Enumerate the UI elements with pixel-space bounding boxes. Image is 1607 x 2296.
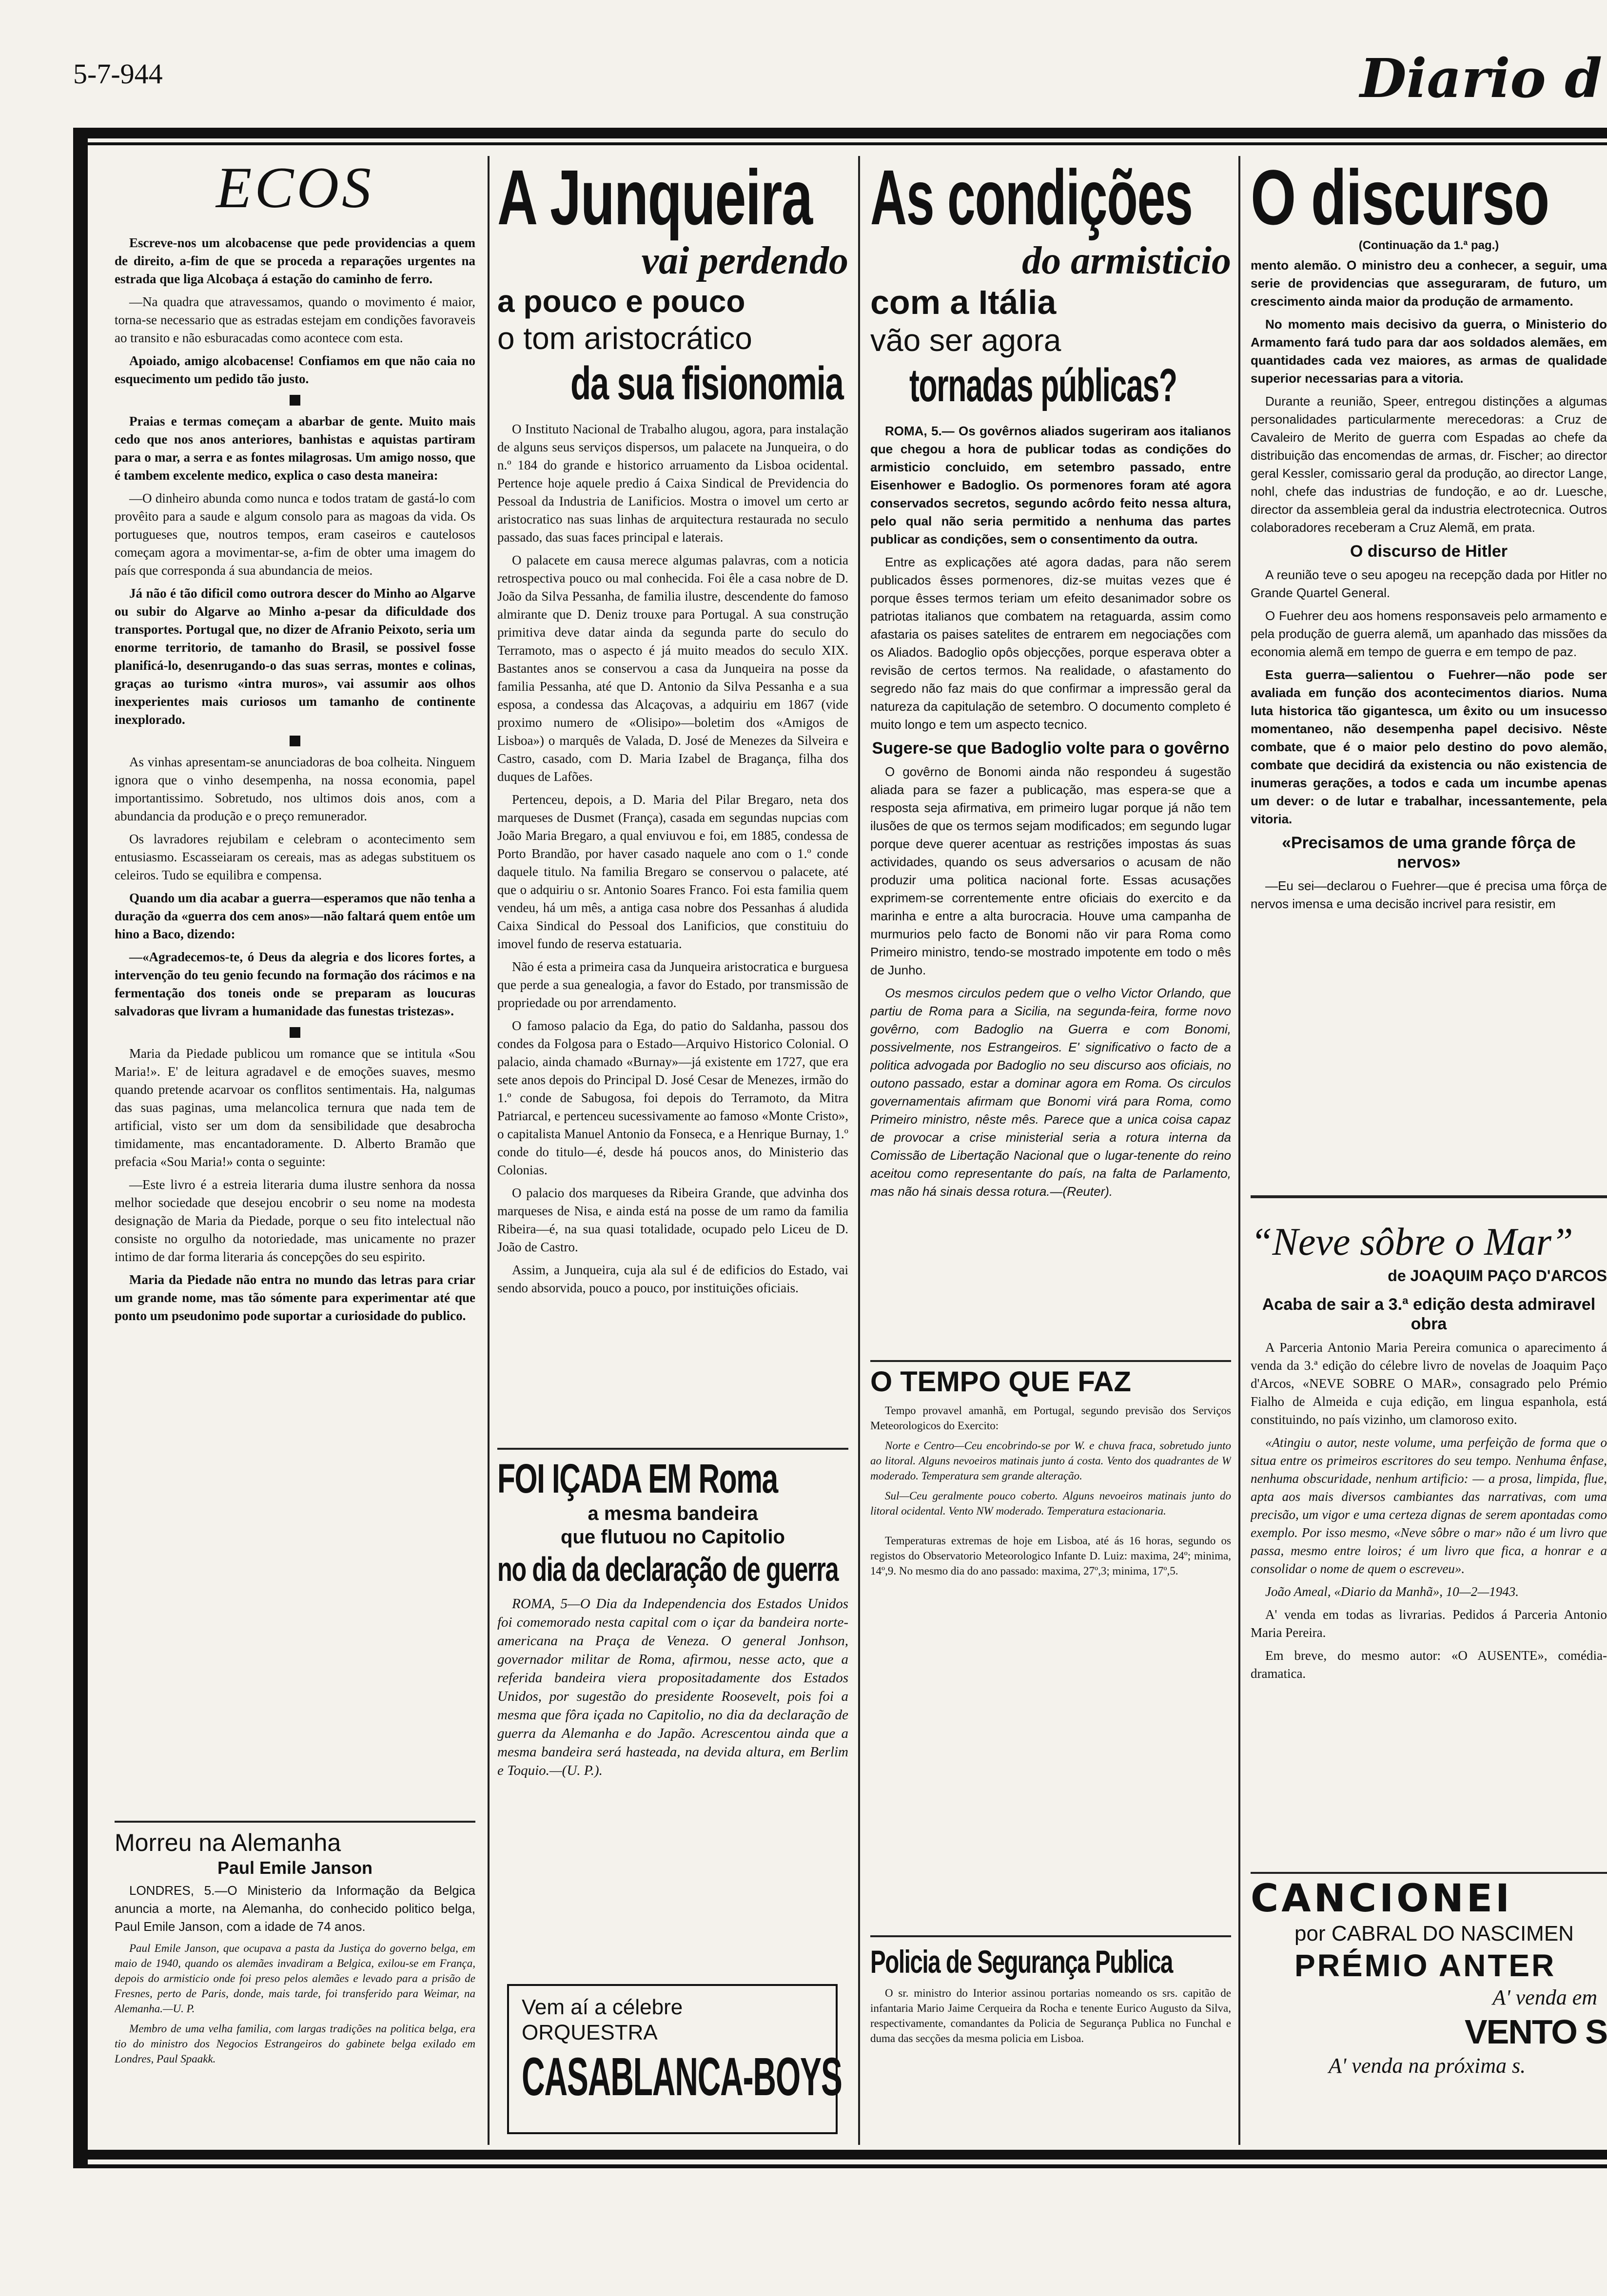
ecos-title: ECOS [216, 156, 374, 220]
neve-paragraph: «Atingiu o autor, neste volume, uma perfeição de forma que o situa entre os primeiros escritores do seu tempo. Nenhuma ênfase, nenhuma obscuridade, nenhum artificio: — a prosa, limpida, flue, apta aos mais diversos cambiantes das narrativas, com uma precisão, um vigor e uma certeza dignas de serem apontadas como exemplo. Por isso mesmo, «Neve sôbre o mar» não é um livro que passa, mesmo entre loiros; é um livro que fica, a honrar e a consolidar o nome de quem o escreveu». [1251, 1435, 1607, 1576]
neve-paragraph: A' venda em todas as livrarias. Pedidos á Parceria Antonio Maria Pereira. [1251, 1607, 1607, 1640]
condicoes-deck: tornadas públicas? [909, 359, 1177, 411]
column-separator [1238, 156, 1240, 2145]
ecos-paragraph: Maria da Piedade publicou um romance que se intitula «Sou Maria!». E' de leitura agradavel e de emoções suaves, mesmo quando pretende acarvoar os conflitos sentimentais. Ha, nalgumas das suas paginas, uma melancolica ternura que nada tem de artificial, visto ser um dom da sensibilidade que desabrocha timidamente, mas encantadoramente. D. Alberto Bramão que prefacia «Sou Maria!» conta o seguinte: [115, 1046, 475, 1169]
neve-author: de JOAQUIM PAÇO D'ARCOS [1388, 1267, 1607, 1284]
tempo-title: O TEMPO QUE FAZ [870, 1366, 1131, 1398]
ecos-paragraph: Os lavradores rejubilam e celebram o acontecimento sem entusiasmo. Escasseiaram os cereais, mas as adegas substituem os celeiros. Tudo se equilibra e compensa. [115, 832, 475, 882]
foi-deck: que flutuou no Capitolio [561, 1526, 785, 1548]
condicoes-deck: com a Itália [870, 283, 1057, 321]
junqueira-deck: a pouco e pouco [497, 284, 745, 319]
issue-date: 5-7-944 [73, 58, 163, 90]
ecos-paragraph: Maria da Piedade não entra no mundo das letras para criar um grande nome, mas tão sómente para experimentar até que ponto um pseudonimo pode suportar a curiosidade do publico. [115, 1272, 475, 1323]
ad-line: PRÉMIO ANTER [1294, 1948, 1556, 1983]
policia-paragraph: O sr. ministro do Interior assinou portarias nomeando os srs. capitão de infantaria Mario Jaime Cerqueira da Rocha e tenente Eurico Augusto da Silva, respectivamente, comandantes da Policia de Segurança Publica no Funchal e duma das secções da mesma policia em Lisboa. [870, 1987, 1231, 2044]
ecos-paragraph: Apoiado, amigo alcobacense! Confiamos em que não caia no esquecimento um pedido tão justo. [115, 353, 475, 386]
morreu-paragraph: LONDRES, 5.—O Ministerio da Informação da Belgica anuncia a morte, na Alemanha, do conhecido politico belga, Paul Emile Janson, com a idade de 74 anos. [115, 1883, 475, 1934]
divider [115, 1821, 475, 1823]
junqueira-paragraph: O famoso palacio da Ega, do patio do Saldanha, passou dos condes da Folgosa para o Estado—Arquivo Historico Colonial. O palacio, ainda chamado «Burnay»—já existente em 1727, que era sete anos depois do Principal D. José Cesar de Menezes, irmão do 1.º conde de Sabugosa, foi depois do Terramoto, da Mitra Patriarcal, e pertenceu sucessivamente ao famoso «Monte Cristo», o capitalista Manuel Antonio da Fonseca, e a Henrique Burnay, 1.º conde do titulo—é, desde há poucos anos, do Ministerio das Colonias. [497, 1018, 848, 1177]
bottom-rule [73, 2150, 1607, 2160]
neve-article [1251, 1219, 1607, 1867]
tempo-article [870, 1365, 1231, 1940]
discurso-paragraph: Esta guerra—salientou o Fuehrer—não pode ser avaliada em função dos acontecimentos diarios. Numa luta historica tão gigantesca, um êxito ou um insucesso momentaneo, não desempenha papel decisivo. Nêste combate, que é o maior pelo destino do povo alemão, combate que decidirá da existencia ou não existencia de inumeras gerações, a todos e cada um incumbe apenas um dever: o de lutar e trabalhar, incessantemente, pela vitoria. [1251, 667, 1607, 826]
discurso-paragraph: No momento mais decisivo da guerra, o Ministerio do Armamento fará tudo para dar aos soldados alemães, em quantidades cada vez maiores, as armas de qualidade superior necessarias para a vitoria. [1251, 317, 1607, 386]
ecos-paragraph: —O dinheiro abunda como nunca e todos tratam de gastá-lo com provêito para a saude e algum consolo para as magoas da vida. Os portugueses que, noutros tempos, eram caseiros e cautelosos começam agora a movimentar-se, a-fim de obter uma imagem do país que corresponda á sua abundancia de meios. [115, 491, 475, 578]
condicoes-headline: As condições [870, 156, 1193, 241]
discurso-subhead: O discurso de Hitler [1350, 542, 1508, 561]
foi-deck: no dia da declaração de guerra [497, 1550, 839, 1588]
column-separator [488, 156, 490, 2145]
condicoes-deck: vão ser agora [870, 323, 1061, 358]
divider [497, 1448, 848, 1450]
divider [1251, 1195, 1607, 1198]
junqueira-paragraph: Assim, a Junqueira, cuja ala sul é de edificios do Estado, vai sendo absorvida, pouco a pouco, por instituições oficiais. [497, 1263, 848, 1295]
masthead: Diario d [1360, 47, 1602, 110]
ad-headline: CASABLANCA-BOYS [522, 2047, 842, 2107]
discurso-paragraph: A reunião teve o seu apogeu na recepção dada por Hitler no Grande Quartel General. [1251, 567, 1607, 600]
ecos-paragraph: Já não é tão dificil como outrora descer do Minho ao Algarve ou subir do Algarve ao Minho a-pesar da dificuldade dos transportes. Portugal que, no dizer de Afranio Peixoto, seria um enorme territorio, de tamanho do Brasil, se possivel fosse planificá-lo, desenrugando-o das suas serras, montes e colinas, graças ao turismo «intra muros», vai assumir aos olhos inexperientes mais curiosos um tamanho de continente inexplorado. [115, 586, 475, 727]
condicoes-paragraph: Entre as explicações até agora dadas, para não serem publicados êsses pormenores, diz-se muitas vezes que é porque êsses termos teriam um efeito desanimador sobre os patriotas italianos que combatem na retaguarda, assim como afastaria os paises satelites de entrarem em negociações com os Aliados. Badoglio opôs objecções, porque esperava obter a revisão de certos termos. Na realidade, o afastamento do segredo não faz mais do que confirmar a impressão geral da natureza da capitulação de setembro. O documento completo é muito longo e tem um aspecto tecnico. [870, 555, 1231, 732]
condicoes-article [870, 156, 1231, 1355]
junqueira-headline: A Junqueira [497, 156, 812, 241]
top-rule-thin [73, 142, 1607, 145]
junqueira-paragraph: O Instituto Nacional de Trabalho alugou, agora, para instalação de alguns seus serviços dispersos, um palacete na Junqueira, o do n.º 184 do grande e historico arruamento da Lisboa ocidental. Pertence hoje aquele predio á Caixa Sindical de Previdencia do Pessoal da Industria de Lanificios. Mostra o imovel um certo ar aristocratico nas suas linhas de arquitectura restaurada no seculo passado, das suas faces principal e laterais. [497, 422, 848, 545]
junqueira-paragraph: Pertenceu, depois, a D. Maria del Pilar Bregaro, neta dos marqueses de Dusmet (França), casada em segundas nupcias com João Maria Bregaro, a qual enviuvou e foi, em 1885, condessa de Porto Brandão, por haver casado naquele ano com o 1.º conde daquele titulo. Na familia Bregaro se conservou o palacete, até que o adquiriu o sr. Antonio Soares Franco. Foi esta familia quem vendeu, há um mês, a antiga casa nobre dos Pessanhas á aludida Caixa Sindical do Pessoal dos Lanificios, que constituiu do imovel fundo de reserva estatuaria. [497, 792, 848, 951]
junqueira-paragraph: Não é esta a primeira casa da Junqueira aristocratica e burguesa que perde a sua genealogia, a favor do Estado, por transmissão de propriedade ou por arrendamento. [497, 959, 848, 1010]
policia-title: Policia de Segurança Publica [870, 1944, 1173, 1980]
casablanca-ad [507, 1984, 842, 2134]
junqueira-article [497, 156, 848, 1443]
section-square-icon [290, 1027, 300, 1038]
junqueira-paragraph: O palacio dos marqueses da Ribeira Grande, que advinha dos marqueses de Nisa, e ainda está na posse de um ramo da familia Ribeira—é, na sua quasi totalidade, ocupado pelo Liceu de D. João de Castro. [497, 1186, 848, 1254]
morreu-paragraph: Membro de uma velha familia, com largas tradições na politica belga, era tio do ministro dos Negocios Estrangeiros do gabinete belga exilado em Londres, Paul Spaakk. [115, 2023, 475, 2065]
neve-paragraph: João Ameal, «Diario da Manhã», 10—2—1943. [1265, 1584, 1519, 1599]
ad-headline: CANCIONEI [1251, 1877, 1513, 1921]
divider [1251, 1872, 1607, 1874]
condicoes-deck: do armisticio [1022, 239, 1231, 282]
divider [870, 1935, 1231, 1937]
ad-line: A' venda na próxima s. [1329, 2054, 1526, 2078]
discurso-paragraph: O Fuehrer deu aos homens responsaveis pelo armamento e pela produção de guerra alemã, um apanhado das missões da economia alemã em tempo de guerra e em tempo de paz. [1251, 608, 1607, 659]
policia-article [870, 1943, 1231, 2142]
ecos-paragraph: Escreve-nos um alcobacense que pede providencias a quem de direito, a-fim de que se proceda a reparações urgentes na estrada que liga Alcobaça á estação do caminho de ferro. [115, 235, 475, 286]
condicoes-paragraph: ROMA, 5.— Os govêrnos aliados sugeriram aos italianos que chegou a hora de publicar todas as condições do armisticio concluido, em setembro passado, entre Eisenhower e Badoglio. Os pormenores foram até agora conservados secretos, segundo acôrdo feito nessa altura, pelo qual não seria permitido a nenhuma das partes publicar as condições, sem o consentimento da outra. [870, 424, 1231, 546]
foi-deck: a mesma bandeira [588, 1503, 758, 1524]
neve-title: “Neve sôbre o Mar” [1251, 1221, 1573, 1264]
foi-article [497, 1455, 848, 1991]
morreu-title: Morreu na Alemanha [115, 1829, 341, 1856]
discurso-headline: O discurso [1251, 156, 1549, 241]
morreu-subtitle: Paul Emile Janson [217, 1858, 373, 1878]
discurso-subhead: «Precisamos de uma grande fôrça de nervos» [1282, 834, 1576, 872]
tempo-paragraph: Sul—Ceu geralmente pouco coberto. Alguns nevoeiros matinais junto do litoral ocidental. Vento NW moderado. Temperatura estacionaria. [870, 1490, 1231, 1517]
ecos-paragraph: As vinhas apresentam-se anunciadoras de boa colheita. Ninguem ignora que o vinho desempenha, na nossa economia, papel importantissimo. Sobretudo, nos ultimos dois anos, com a abundancia da produção e o preço remunerador. [115, 755, 475, 823]
foi-paragraph: ROMA, 5—O Dia da Independencia dos Estados Unidos foi comemorado nesta capital com o içar da bandeira norte-americana na Praça de Veneza. O general Jonhson, governador militar de Roma, afirmou, nesse acto, que a referida bandeira viera propositadamente dos Estados Unidos, por sugestão do presidente Roosevelt, pois foi a mesma que fôra içada no Capitolio, no dia da declaração de guerra da Alemanha e do Japão. Acrescentou ainda que a mesma bandeira será hasteada, na devida altura, em Berlim e Toquio.—(U. P.). [497, 1596, 848, 1778]
ecos-paragraph: —«Agradecemos-te, ó Deus da alegria e dos licores fortes, a intervenção do teu genio fecundo na formação dos rácimos e na fermentação dos toneis onde se preparam as loucuras salvadoras que livram a humanidade das funestas tristezas». [115, 950, 475, 1018]
neve-paragraph: A Parceria Antonio Maria Pereira comunica o aparecimento á venda da 3.ª edição do célebre livro de novelas de Joaquim Paço d'Arcos, «NEVE SOBRE O MAR», consagrado pelo Prémio Fialho de Almeida e cuja edição, em lingua espanhola, está constituindo, no país vizinho, um clamoroso exito. [1251, 1340, 1607, 1427]
discurso-paragraph: mento alemão. O ministro deu a conhecer, a seguir, uma serie de providencias que asseguraram, de futuro, um crescimento ainda maior da produção de armamento. [1251, 258, 1607, 309]
neve-paragraph: Em breve, do mesmo autor: «O AUSENTE», comédia-dramatica. [1251, 1648, 1607, 1681]
ecos-paragraph: —Na quadra que atravessamos, quando o movimento é maior, torna-se necessario que as estradas estejam em condições favoraveis ao transito e não esburacadas como acontece com esta. [115, 294, 475, 345]
ecos-column [115, 156, 475, 1833]
tempo-paragraph: Norte e Centro—Ceu encobrindo-se por W. e chuva fraca, sobretudo junto ao litoral. Alguns nevoeiros matinais junto á costa. Vento dos quadrantes de W moderado. Temperatura sem grande alteração. [870, 1440, 1231, 1482]
morreu-article [115, 1828, 475, 2145]
junqueira-deck: da sua fisionomia [570, 357, 843, 409]
divider [870, 1360, 1231, 1362]
junqueira-paragraph: O palacete em causa merece algumas palavras, com a noticia retrospectiva pouco ou mal conhecida. Foi êle a casa nobre de D. João da Silva Pessanha, de familia ilustre, descendente do famoso almirante que D. Deniz trouxe para Portugal. A sua construção primitiva deve datar ainda da segunda parte do seculo do Terramoto, mas o aspecto é já muito meados do seculo XIX. Bastantes anos se conservou a casa da Junqueira na posse da familia Pessanha, até que D. Antonio da Silva Pessanha e a sua esposa, a condessa das Alcaçovas, a adquiriu em 1867 (vide proximo numero de «Olisipo»—boletim dos «Amigos de Lisboa») o marquês de Valada, D. José de Menezes da Silveira e Castro, casado, com D. Maria Izabel de Bragança, filha dos duques de Lafões. [497, 553, 848, 784]
ad-line: ORQUESTRA [522, 2021, 658, 2044]
cancioneiro-ad [1251, 1877, 1607, 2145]
ecos-paragraph: Quando um dia acabar a guerra—esperamos que não tenha a duração da «guerra dos cem anos»—não faltará quem entôe um hino a Baco, dizendo: [115, 891, 475, 941]
discurso-article [1251, 156, 1607, 1189]
junqueira-deck: vai perdendo [641, 239, 848, 282]
discurso-continuation: (Continuação da 1.ª pag.) [1358, 239, 1499, 252]
section-square-icon [290, 395, 300, 406]
foi-headline: FOI IÇADA EM Roma [497, 1456, 778, 1501]
discurso-paragraph: —Eu sei—declarou o Fuehrer—que é precisa uma fôrça de nervos imensa e uma decisão incrivel para resistir, em [1251, 878, 1607, 911]
neve-subhead: Acaba de sair a 3.ª edição desta admiravel obra [1262, 1295, 1596, 1333]
ad-line: por CABRAL DO NASCIMEN [1294, 1922, 1574, 1946]
bottom-rule-thin [73, 2164, 1607, 2168]
morreu-paragraph: Paul Emile Janson, que ocupava a pasta da Justiça do governo belga, em maio de 1940, quando os alemães invadiram a Belgica, exilou-se em França, depois do armisticio onde foi preso pelos alemães e levado para a prisão de Fresnes, perto de Paris, donde, mais tarde, foi transferido para Weimar, na Alemanha.—U. P. [115, 1942, 475, 2015]
top-rule [73, 128, 1607, 138]
condicoes-paragraph: Os mesmos circulos pedem que o velho Victor Orlando, que partiu de Roma para a Sicilia, na segunda-feira, forme novo govêrno, com Badoglio na Guerra e com Bonomi, possivelmente, nos Estrangeiros. E' significativo o facto de a politica advogada por Badoglio no seu discurso aos oficiais, no outono passado, estar a dominar agora em Roma. Os circulos governamentais afirmam que Bonomi virá para Roma, como Primeiro ministro, nêste mês. Parece que a unica coisa capaz de provocar a crise ministerial seria a rotura interna da Comissão de Libertação Nacional que o lugar-tenente do reino aceitou como representante do país, na falta de Parlamento, mas não há sinais dessa rotura.—(Reuter). [870, 986, 1231, 1199]
ad-line: Vem aí a célebre [522, 1995, 683, 2019]
ecos-paragraph: —Este livro é a estreia literaria duma ilustre senhora da nossa melhor sociedade que desejou encobrir o seu nome na modesta designação de Maria da Piedade, porque o seu fito intelectual não consiste no orgulho da notoriedade, mas unicamente no prazer intimo de dar forma literaria ás concepções do seu espirito. [115, 1177, 475, 1264]
section-square-icon [290, 736, 300, 746]
tempo-paragraph: Temperaturas extremas de hoje em Lisboa, até ás 16 horas, segundo os registos do Observatorio Meteorologico Infante D. Luiz: maxima, 24º; minima, 14º,9. No mesmo dia do ano passado: maxima, 27º,3; minima, 17º,5. [870, 1535, 1231, 1577]
discurso-paragraph: Durante a reunião, Speer, entregou distinções a algumas personalidades particularmente merecedoras: a Cruz de Cavaleiro de Merito de guerra com Espadas ao chefe da distribuição das encomendas de armas, dr. Fischer; ao director geral Kessler, comissario geral da produção, ao director Lange, nohl, chefe das industrias de fundoção, e ao dr. Luesche, director da assembleia geral da industria electrotecnica. Outros colaboradores receberam a Cruz Alemã, em prata. [1251, 394, 1607, 535]
ad-line: A' venda em [1492, 1985, 1597, 2009]
left-rule [73, 128, 88, 2168]
ad-line: VENTO S [1464, 2013, 1607, 2051]
tempo-paragraph: Tempo provavel amanhã, em Portugal, segundo previsão dos Serviços Meteorologicos do Exercito: [870, 1404, 1231, 1432]
condicoes-subhead: Sugere-se que Badoglio volte para o govêrno [872, 739, 1230, 758]
junqueira-deck: o tom aristocrático [497, 321, 752, 356]
column-separator [858, 156, 860, 2145]
condicoes-paragraph: O govêrno de Bonomi ainda não respondeu á sugestão aliada para se fazer a publicação, mas espera-se que a resposta seja afirmativa, em primeiro lugar porque já não tem ilusões de que os termos sejam modificados; em segundo lugar porque deve querer acentuar as restrições impostas ás suas actividades, quando os seus adversarios o acusam de não produzir uma politica nacional forte. Essas acusações exprimem-se correntemente entre oficiais do exercito e da marinha e entre a alta burocracia. Houve uma campanha de murmurios pelo facto de Bonomi não vir para Roma como Primeiro ministro, tendo-se mostrado impotente em todo o mês de Junho. [870, 764, 1231, 977]
ecos-paragraph: Praias e termas começam a abarbar de gente. Muito mais cedo que nos anos anteriores, banhistas e aquistas partiram para o mar, a serra e as fontes milagrosas. Um amigo nosso, que é tambem excelente medico, explica o caso desta maneira: [115, 414, 475, 483]
